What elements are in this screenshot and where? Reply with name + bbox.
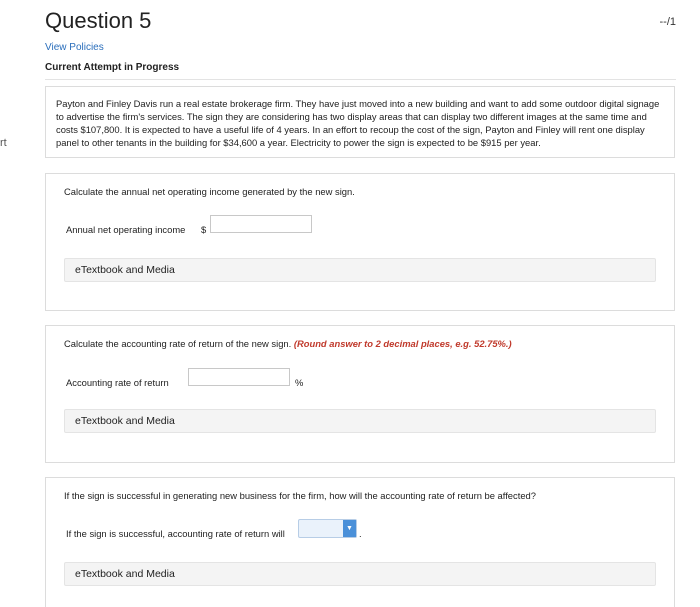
accounting-rate-of-return-input[interactable] xyxy=(188,368,290,386)
part-3-prompt: If the sign is successful in generating new business for the firm, how will the accounting rate of return be affected? xyxy=(64,490,536,501)
part-1-panel xyxy=(45,173,675,311)
part-2-field-label: Accounting rate of return xyxy=(66,377,169,388)
part-1-etextbook-button[interactable]: eTextbook and Media xyxy=(64,258,656,282)
annual-net-operating-income-input[interactable] xyxy=(210,215,312,233)
problem-statement xyxy=(45,86,675,158)
chevron-down-icon: ▼ xyxy=(343,520,356,537)
part-3-field-label: If the sign is successful, accounting rate of return will xyxy=(66,528,285,539)
question-title: Question 5 xyxy=(45,8,152,33)
part-1-prompt: Calculate the annual net operating income generated by the new sign. xyxy=(64,186,355,197)
attempt-status: Current Attempt in Progress xyxy=(45,62,180,73)
problem-text: Payton and Finley Davis run a real estate brokerage firm. They have just moved into a new building and want to add some outdoor digital signage to advertise the firm's services. The sign they are considering has two display areas that can display two different images at the same time and costs $107,800. It is expected to have a useful life of 4 years. In an effort to recoup the cost of the sign, Payton and Finley will rent one display panel to other tenants in the building for $34,600 a year. Electricity to power the sign is expected to be $915 per year. xyxy=(56,98,660,148)
rate-effect-dropdown[interactable] xyxy=(298,519,357,538)
part-3-panel xyxy=(45,477,675,607)
part-2-prompt xyxy=(64,338,512,349)
part-2-panel xyxy=(45,325,675,463)
percent-unit: % xyxy=(295,377,304,388)
view-policies-link[interactable]: View Policies xyxy=(45,42,104,53)
currency-symbol: $ xyxy=(201,224,207,235)
part-3-etextbook-button[interactable]: eTextbook and Media xyxy=(64,562,656,586)
left-edge-fragment: rt xyxy=(0,137,7,149)
rounding-hint: (Round answer to 2 decimal places, e.g. 52.75%.) xyxy=(293,338,512,349)
part-2-prompt-text: Calculate the accounting rate of return of the new sign. xyxy=(64,338,292,349)
part-1-field-label: Annual net operating income xyxy=(66,224,186,235)
part-2-etextbook-button[interactable]: eTextbook and Media xyxy=(64,409,656,433)
sentence-period: . xyxy=(359,528,362,539)
score-label: --/1 xyxy=(659,16,676,28)
header-divider xyxy=(45,79,676,80)
